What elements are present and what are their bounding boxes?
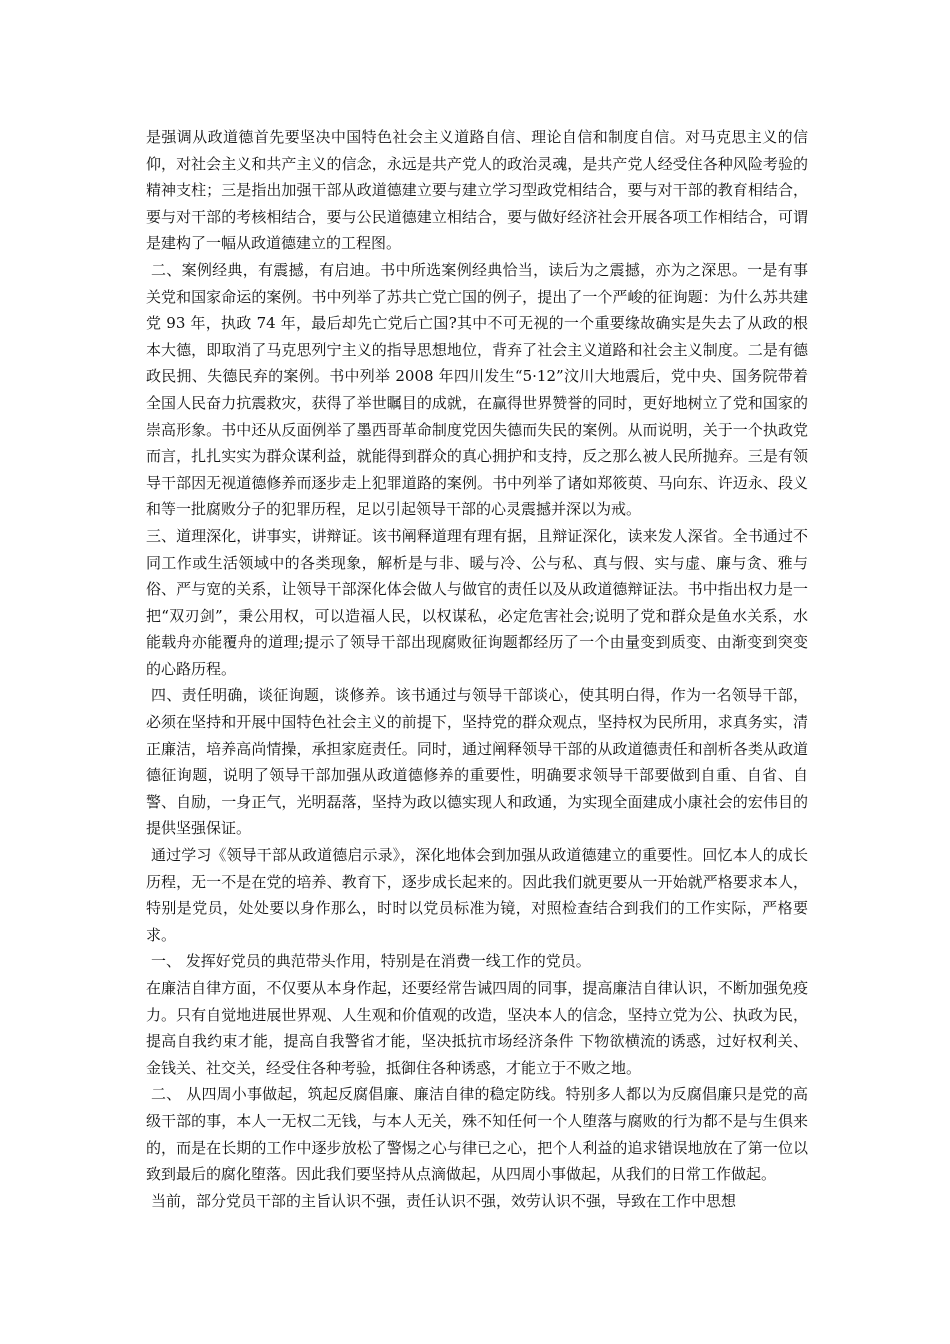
paragraph-point-one-body: 在廉洁自律方面，不仅要从本身作起，还要经常告诫四周的同事，提高廉洁自律认识，不断加强免疫力。只有自觉地进展世界观、人生观和价值观的改造，坚决本人的信念，坚持立党为公、执政为民，提高自我约束才能，提高自我警省才能，坚决抵抗市场经济条件 下物欲横流的诱惑，过好权利关、金钱关、社交关，经受住各种考验，抵御住各种诱惑，才能立于不败之地。 (146, 979, 808, 1077)
document-body (146, 124, 808, 1214)
paragraph-point-two: 二、 从四周小事做起，筑起反腐倡廉、廉洁自律的稳定防线。特别多人都以为反腐倡廉只是党的高级干部的事，本人一无权二无钱，与本人无关，殊不知任何一个人堕落与腐败的行为都不是与生俱来的，而是在长期的工作中逐步放松了警惕之心与律已之心，把个人利益的追求错误地放在了第一位以致到最后的腐化堕落。因此我们要坚持从点滴做起，从四周小事做起，从我们的日常工作做起。 (146, 1085, 808, 1184)
paragraph-reflection: 通过学习《领导干部从政道德启示录》，深化地体会到加强从政道德建立的重要性。回忆本人的成长历程，无一不是在党的培养、教育下，逐步成长起来的。因此我们就更要从一开始就严格要求本人，特别是党员，处处要以身作那么，时时以党员标准为镜，对照检查结合到我们的工作实际，严格要求。 (146, 846, 808, 944)
paragraph-current: 当前，部分党员干部的主旨认识不强，责任认识不强，效劳认识不强，导致在工作中思想 (151, 1191, 737, 1210)
paragraph-section-two: 二、案例经典，有震撼，有启迪。书中所选案例经典恰当，读后为之震撼，亦为之深思。一是有事关党和国家命运的案例。书中列举了苏共亡党亡国的例子，提出了一个严峻的征询题：为什么苏共建党 93 年，执政 74 年，最后却先亡党后亡国?其中不可无视的一个重要缘故确实是失去了从政的根本大德，即取消了马克思列宁主义的指导思想地位，背弃了社会主义道路和社会主义制度。二是有德政民拥、失德民弃的案例。书中列举 2008 年四川发生“5·12”汶川大地震后，党中央、国务院带着全国人民奋力抗震救灾，获得了举世瞩目的成就，在赢得世界赞誉的同时，更好地树立了党和国家的崇高形象。书中还从反面例举了墨西哥革命制度党因失德而失民的案例。从而说明，关于一个执政党而言，扎扎实实为群众谋利益，就能得到群众的真心拥护和支持，反之那么被人民所抛弃。三是有领导干部因无视道德修养而逐步走上犯罪道路的案例。书中列举了诸如郑筱萸、马向东、许迈永、段义和等一批腐败分子的犯罪历程，足以引起领导干部的心灵震撼并深以为戒。 (146, 260, 808, 519)
paragraph-section-three: 三、道理深化，讲事实，讲辩证。该书阐释道理有理有据，且辩证深化，读来发人深省。全书通过不同工作或生活领域中的各类现象，解析是与非、暖与冷、公与私、真与假、实与虚、廉与贪、雅与俗、严与宽的关系，让领导干部深化体会做人与做官的责任以及从政道德辩证法。书中指出权力是一把“双刃剑”，秉公用权，可以造福人民，以权谋私，必定危害社会;说明了党和群众是鱼水关系，水能载舟亦能覆舟的道理;提示了领导干部出现腐败征询题都经历了一个由量变到质变、由渐变到突变的心路历程。 (146, 526, 808, 678)
paragraph-intro: 是强调从政道德首先要坚决中国特色社会主义道路自信、理论自信和制度自信。对马克思主义的信仰，对社会主义和共产主义的信念，永远是共产党人的政治灵魂，是共产党人经受住各种风险考验的精神支柱；三是指出加强干部从政道德建立要与建立学习型政党相结合，要与对干部的教育相结合，要与对干部的考核相结合，要与公民道德建立相结合，要与做好经济社会开展各项工作相结合，可谓是建构了一幅从政道德建立的工程图。 (146, 128, 808, 253)
paragraph-section-four: 四、责任明确，谈征询题，谈修养。该书通过与领导干部谈心，使其明白得，作为一名领导干部，必须在坚持和开展中国特色社会主义的前提下，坚持党的群众观点，坚持权为民所用，求真务实，清正廉洁，培养高尚情操，承担家庭责任。同时，通过阐释领导干部的从政道德责任和剖析各类从政道德征询题，说明了领导干部加强从政道德修养的重要性，明确要求领导干部要做到自重、自省、自警、自励，一身正气，光明磊落，坚持为政以德实现人和政通，为实现全面建成小康社会的宏伟目的提供坚强保证。 (146, 686, 808, 838)
paragraph-point-one-heading: 一、 发挥好党员的典范带头作用，特别是在消费一线工作的党员。 (151, 952, 591, 971)
